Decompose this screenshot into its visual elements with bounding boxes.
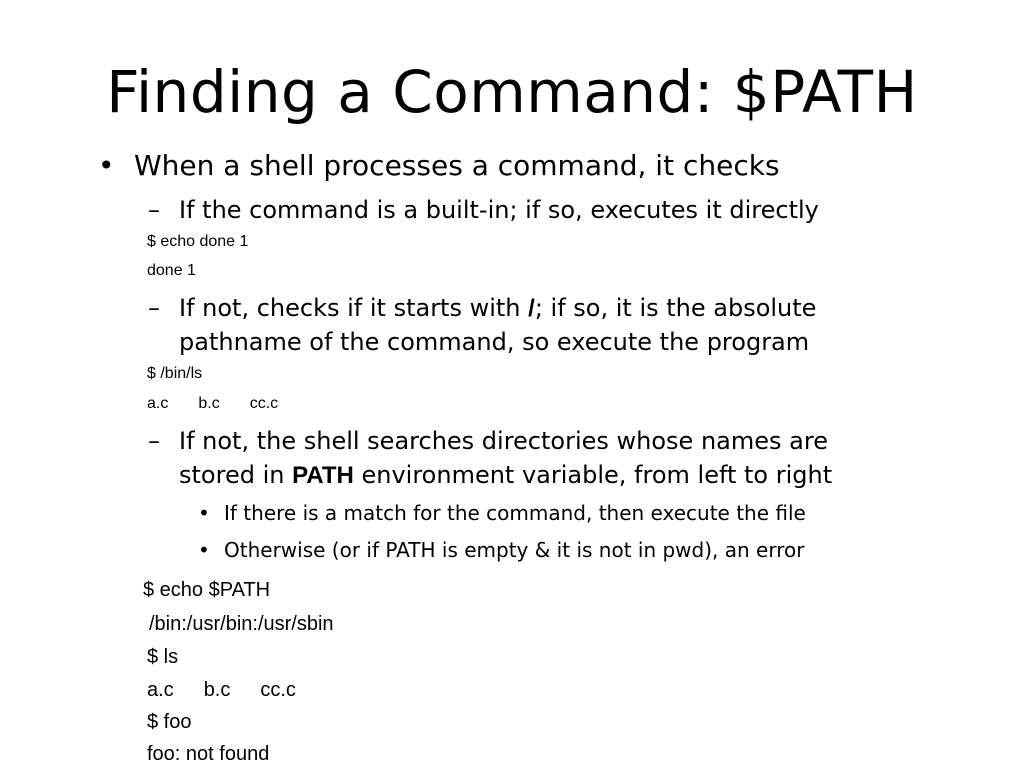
file-name: cc.c: [249, 395, 279, 412]
file-name: b.c: [198, 395, 220, 412]
sub-text-path-line2: [179, 458, 832, 493]
slash-symbol: /: [528, 295, 535, 322]
code-binls-cmd: $ /bin/ls: [147, 365, 203, 382]
code-ls-cmd: $ ls: [147, 646, 179, 668]
code-echo-path-cmd: $ echo $PATH: [143, 579, 271, 601]
bullet-marker: •: [98, 149, 115, 182]
file-name: a.c: [147, 395, 169, 412]
bullet-marker-small: •: [198, 501, 210, 525]
sub-text-builtin: If the command is a built-in; if so, executes it directly: [179, 196, 819, 224]
code-ls-output: [147, 677, 296, 703]
sub-text-path-line1: If not, the shell searches directories whose names are: [179, 427, 828, 455]
sub-text-absolute-after: ; if so, it is the absolute: [534, 294, 817, 322]
sub-text-path-before: stored in: [179, 461, 293, 489]
bullet-marker-small: •: [198, 538, 210, 562]
code-foo-output: foo: not found: [147, 743, 270, 765]
subsub-text-match: If there is a match for the command, then execute the file: [224, 501, 806, 525]
sub-text-absolute-before: If not, checks if it starts with: [179, 294, 529, 322]
dash-marker: –: [148, 294, 160, 322]
file-name: b.c: [203, 679, 231, 701]
sub-text-absolute-line2: pathname of the command, so execute the program: [179, 328, 810, 356]
code-path-output: /bin:/usr/bin:/usr/sbin: [149, 613, 334, 635]
file-name: a.c: [147, 679, 174, 701]
sub-text-path-after: environment variable, from left to right: [353, 461, 833, 489]
dash-marker: –: [148, 196, 160, 224]
file-name: cc.c: [260, 679, 296, 701]
code-binls-output: [147, 393, 278, 415]
subsub-text-error: Otherwise (or if PATH is empty & it is not in pwd), an error: [224, 538, 805, 562]
slide-title: Finding a Command: $PATH: [106, 58, 918, 126]
dash-marker: –: [148, 427, 160, 455]
path-keyword: PATH: [292, 462, 354, 489]
code-echo-output: done 1: [147, 262, 196, 279]
code-echo-cmd: $ echo done 1: [147, 233, 249, 250]
sub-text-absolute-line1: [179, 291, 816, 326]
code-foo-cmd: $ foo: [147, 711, 192, 733]
bullet-text-shell-checks: When a shell processes a command, it checks: [134, 149, 780, 182]
